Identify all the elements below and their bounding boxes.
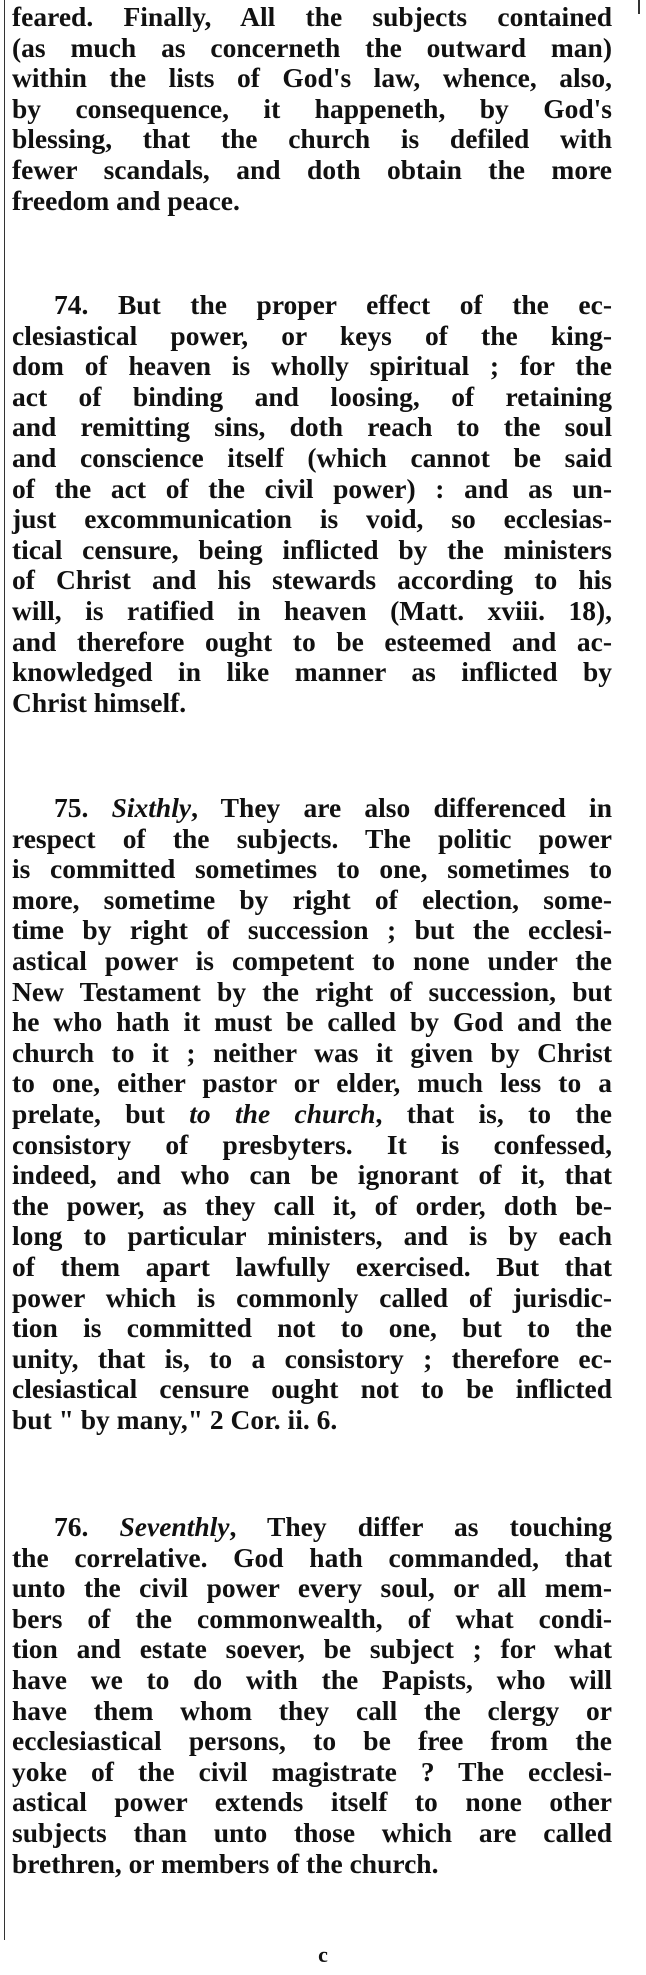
- text-line: long to particular ministers, and is by each: [12, 1220, 612, 1252]
- signature-mark: c: [318, 1942, 328, 1967]
- text-line: to one, either pastor or elder, much less to a: [12, 1067, 612, 1099]
- text-line: the power, as they call it, of order, doth be-: [12, 1189, 612, 1221]
- text-line: knowledged in like manner as inflicted by: [12, 656, 612, 688]
- text-line: act of binding and loosing, of retaining: [12, 380, 612, 412]
- paragraph-73-continuation: [12, 2, 612, 216]
- text-line: yoke of the civil magistrate ? The ecclesi-: [12, 1755, 612, 1787]
- line-rest: , that is, to the: [375, 1097, 612, 1129]
- paragraph-75: [12, 793, 612, 1435]
- text-line: astical power extends itself to none other: [12, 1786, 612, 1818]
- line-start: prelate, but: [12, 1097, 190, 1129]
- text-line: consistory of presbyters. It is confessed,: [12, 1128, 612, 1160]
- text-line: [12, 1512, 612, 1543]
- text-line: clesiastical censure ought not to be inflicted: [12, 1373, 612, 1405]
- text-line: of Christ and his stewards according to his: [12, 564, 612, 596]
- text-line: clesiastical power, or keys of the king-: [12, 319, 612, 351]
- text-line: [12, 1099, 612, 1130]
- text-line: of the act of the civil power) : and as un-: [12, 472, 612, 504]
- text-line: indeed, and who can be ignorant of it, that: [12, 1159, 612, 1191]
- text-line: and therefore ought to be esteemed and ac-: [12, 625, 612, 657]
- text-line: have we to do with the Papists, who will: [12, 1663, 612, 1695]
- text-line: dom of heaven is wholly spiritual ; for the: [12, 350, 612, 382]
- text-line: New Testament by the right of succession, but: [12, 975, 612, 1007]
- text-line: just excommunication is void, so ecclesias-: [12, 503, 612, 535]
- text-line: fewer scandals, and doth obtain the more: [12, 153, 612, 185]
- italic-word: Sixthly: [111, 792, 192, 823]
- text-line: tical censure, being inflicted by the ministers: [12, 533, 612, 565]
- text-line: power which is commonly called of jurisdic-: [12, 1281, 612, 1313]
- italic-word: Seventhly: [119, 1511, 230, 1542]
- text-line: more, sometime by right of election, some-: [12, 883, 612, 915]
- text-line: time by right of succession ; but the ecclesi-: [12, 914, 612, 946]
- paragraph-76: [12, 1512, 612, 1879]
- text-line: by consequence, it happeneth, by God's: [12, 92, 612, 124]
- text-line: brethren, or members of the church.: [12, 1847, 439, 1879]
- text-line: respect of the subjects. The politic power: [12, 822, 612, 854]
- italic-phrase: to the church: [189, 1097, 376, 1129]
- top-right-rule: [638, 0, 640, 14]
- left-margin-rule: [4, 0, 5, 1940]
- para-number: 76.: [54, 1511, 120, 1542]
- text-line: have them whom they call the clergy or: [12, 1694, 612, 1726]
- text-line: church to it ; neither was it given by Christ: [12, 1036, 612, 1068]
- text-line: blessing, that the church is defiled with: [12, 123, 612, 155]
- text-line: Christ himself.: [12, 686, 187, 718]
- text-line: tion and estate soever, be subject ; for what: [12, 1633, 612, 1665]
- text-line: unto the civil power every soul, or all mem-: [12, 1572, 612, 1604]
- text-line: freedom and peace.: [12, 184, 240, 216]
- text-line: ecclesiastical persons, to be free from the: [12, 1725, 612, 1757]
- text-line: astical power is competent to none under the: [12, 944, 612, 976]
- line-rest: , They are also differenced in: [191, 792, 612, 823]
- text-line: he who hath it must be called by God and the: [12, 1006, 612, 1038]
- text-line: the correlative. God hath commanded, that: [12, 1541, 612, 1573]
- text-line: tion is committed not to one, but to the: [12, 1312, 612, 1344]
- paragraph-74: [12, 290, 612, 718]
- line-rest: , They differ as touching: [229, 1511, 613, 1542]
- text-line: will, is ratified in heaven (Matt. xviii. 18),: [12, 594, 612, 626]
- text-line: subjects than unto those which are called: [12, 1816, 612, 1848]
- text-line: (as much as concerneth the outward man): [12, 31, 612, 63]
- text-line: 74. But the proper effect of the ec-: [54, 289, 612, 320]
- text-line: and remitting sins, doth reach to the soul: [12, 411, 612, 443]
- text-line: within the lists of God's law, whence, also,: [12, 62, 612, 94]
- text-line: and conscience itself (which cannot be said: [12, 441, 612, 473]
- text-line: of them apart lawfully exercised. But that: [12, 1250, 612, 1282]
- text-line: [12, 793, 612, 824]
- text-line: but " by many," 2 Cor. ii. 6.: [12, 1403, 338, 1435]
- text-line: bers of the commonwealth, of what condi-: [12, 1602, 612, 1634]
- text-line: unity, that is, to a consistory ; therefore ec-: [12, 1342, 612, 1374]
- text-line: feared. Finally, All the subjects contained: [12, 1, 612, 32]
- para-number: 75.: [54, 792, 112, 823]
- text-line: is committed sometimes to one, sometimes to: [12, 853, 612, 885]
